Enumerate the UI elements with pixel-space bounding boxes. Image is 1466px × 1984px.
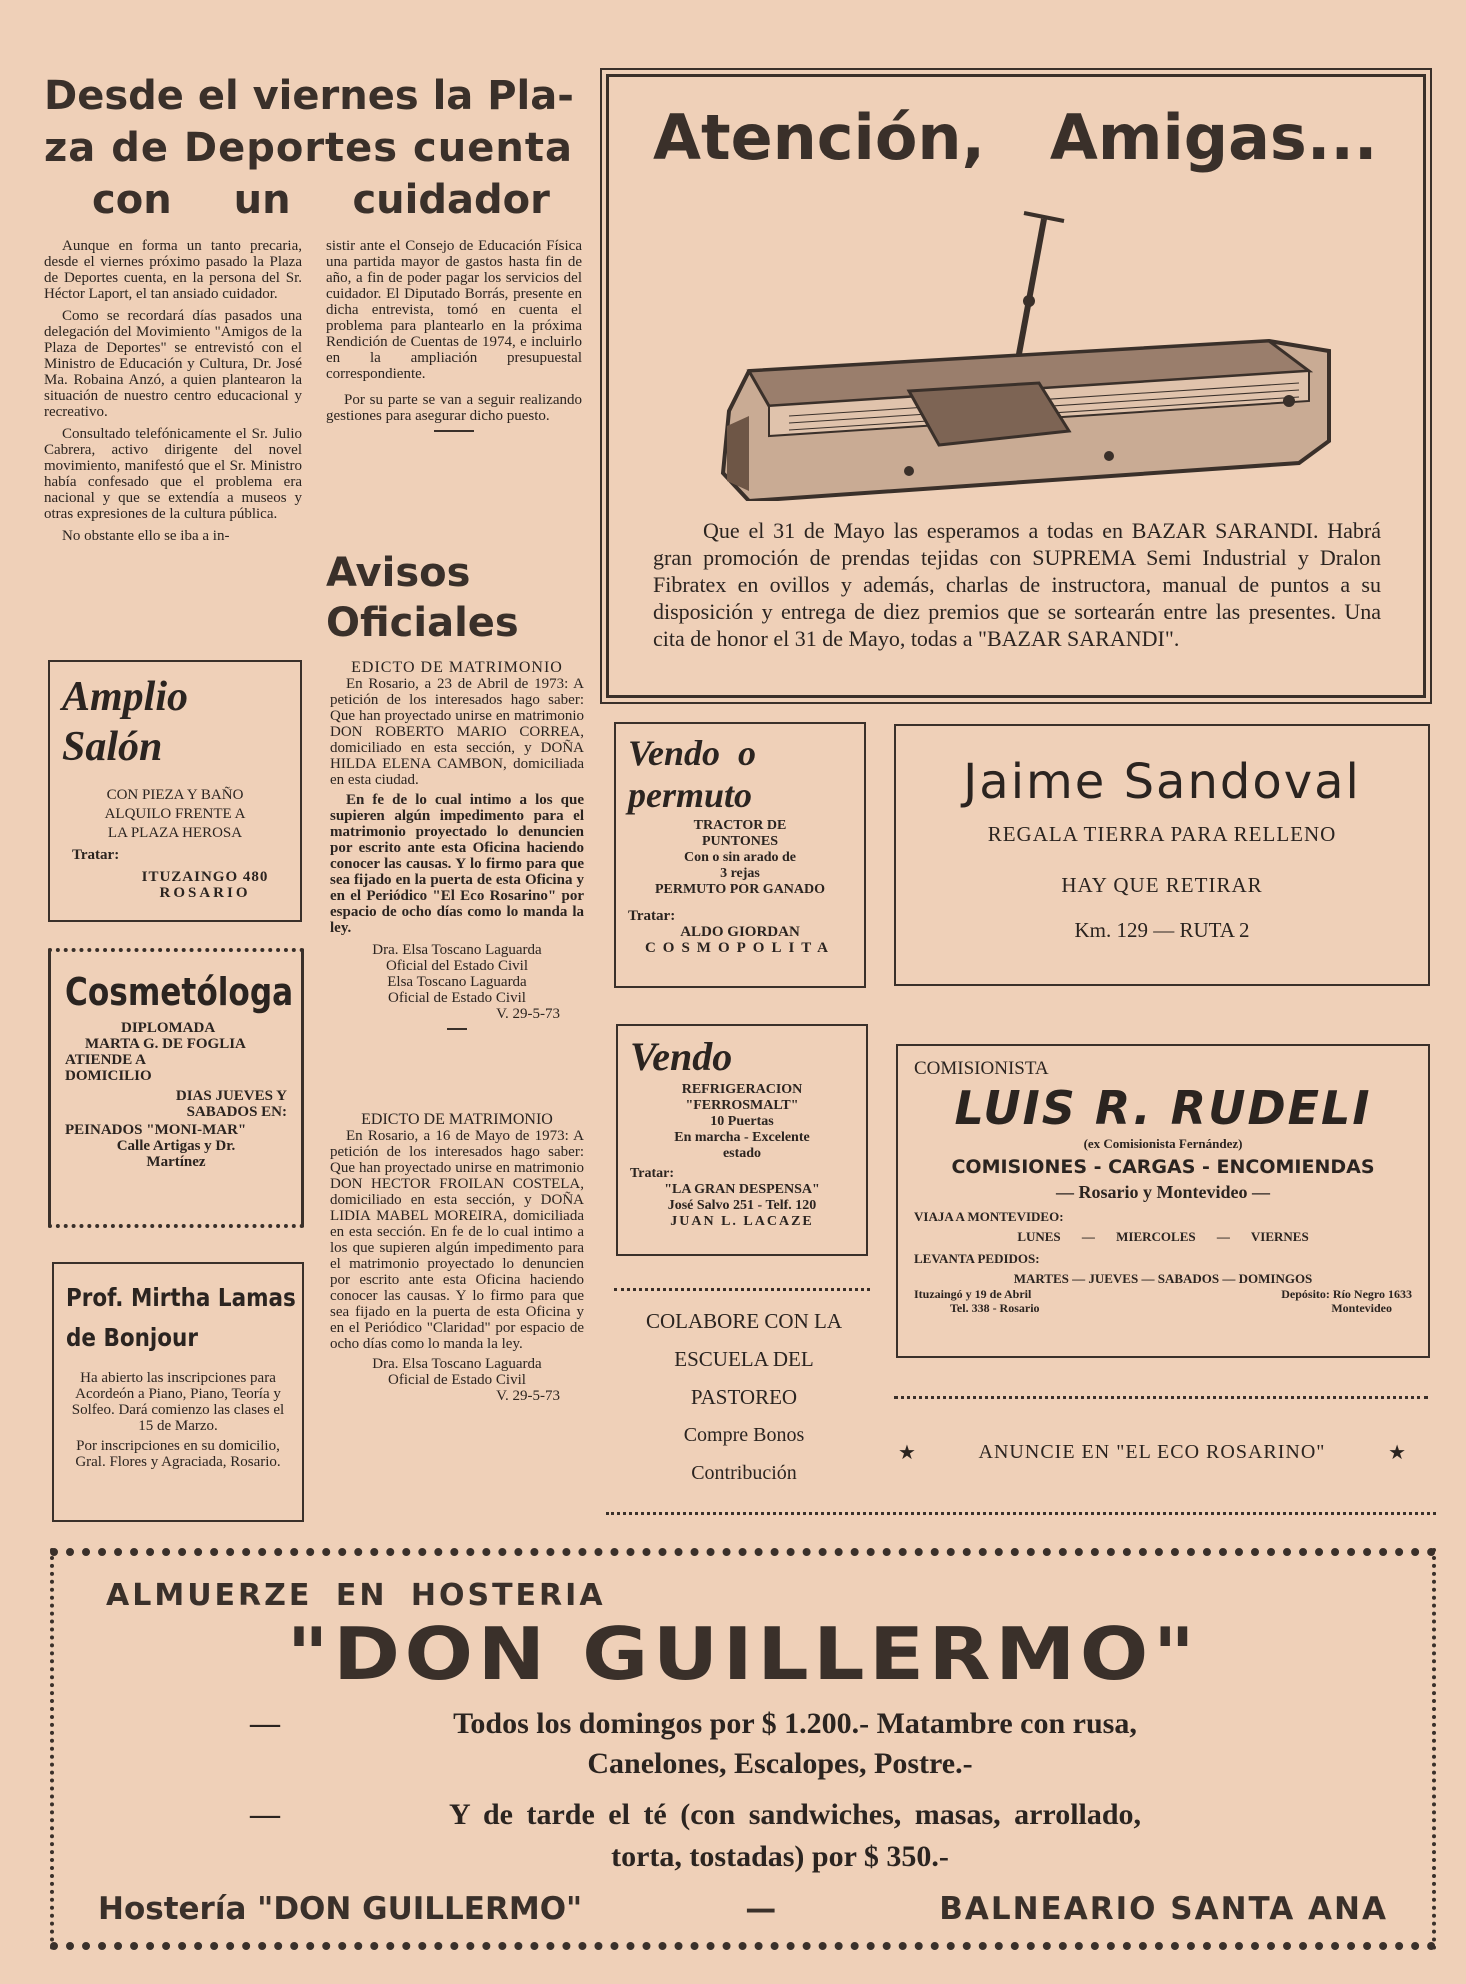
article-column-2: [326, 238, 582, 432]
edicto-heading: EDICTO DE MATRIMONIO: [361, 1111, 553, 1128]
ad-title-line: permuto: [628, 775, 753, 815]
avisos-title-line: Oficiales: [326, 600, 519, 646]
ad-luis-rudeli: [896, 1044, 1430, 1358]
ad-line: Y de tarde el té (con sandwiches, masas, arrollado,: [448, 1798, 1142, 1831]
ad-salon-name: PEINADOS "MONI-MAR": [65, 1122, 247, 1138]
ad-line: DIPLOMADA: [121, 1020, 216, 1036]
ad-title: [66, 1278, 296, 1358]
ad-line: LEVANTA PEDIDOS:: [914, 1251, 1040, 1266]
ad-line: Contribución: [691, 1462, 797, 1484]
ad-line: Con o sin arado de: [683, 850, 797, 865]
ad-line: Todos los domingos por $ 1.200.- Matambre con rusa,: [453, 1707, 1137, 1740]
ad-line: PASTOREO: [690, 1385, 798, 1409]
ad-title: Cosmetóloga: [65, 970, 294, 1014]
ad-title: Atención, Amigas...: [653, 101, 1378, 174]
ad-lines: [628, 818, 852, 898]
ad-label: COMISIONISTA: [914, 1058, 1049, 1079]
avisos-title-line: Avisos: [326, 550, 471, 596]
ad-line: Martínez: [146, 1154, 206, 1170]
edicto-signature: [330, 1356, 584, 1388]
ad-line: LA PLAZA HEROSA: [107, 825, 243, 841]
ad-line: DIAS JUEVES Y: [175, 1088, 287, 1104]
ad-line: Depósito: Río Negro 1633: [1281, 1287, 1412, 1301]
ad-tratar: Tratar:: [628, 908, 676, 924]
ad-text: Ha abierto las inscripciones para Acordeón a Piano, Piano, Teoría y Solfeo. Dará comienzo las clases el 15 de Marzo.: [71, 1370, 285, 1434]
ad-line: HAY QUE RETIRAR: [1061, 873, 1263, 897]
signature-line: Dra. Elsa Toscano Laguarda: [372, 1356, 542, 1372]
ad-amplio-salon: [48, 660, 302, 922]
ad-days: [65, 1088, 287, 1120]
article-paragraph: sistir ante el Consejo de Educación Física una partida mayor de gastos hasta fin de año, a fin de poder pagar los servicios del cuidador. El Diputado Borrás, presente en dicha entrevista, tomó en cuenta el problema para plantearlo en la próxima Rendición de Cuentas de 1974, e incluirlo en la ampliación presupuestal correspondiente.: [326, 238, 582, 382]
ad-line: SABADOS EN:: [186, 1104, 287, 1120]
ad-address-left: [914, 1287, 1040, 1315]
ad-vendo: [616, 1024, 868, 1256]
ad-title: [62, 672, 288, 772]
ad-prof-mirtha: [52, 1262, 304, 1522]
star-icon: ★: [898, 1442, 916, 1464]
ad-line: Montevideo: [1331, 1301, 1392, 1315]
ad-line: Calle Artigas y Dr.: [116, 1138, 236, 1154]
ad-line: ATIENDE A: [65, 1052, 146, 1068]
ad-line: 10 Puertas: [710, 1114, 774, 1129]
ad-address: [65, 1138, 287, 1170]
ad-hosteria: [50, 1548, 1436, 1950]
ad-line: PERMUTO POR GANADO: [654, 882, 826, 897]
ad-text: Que el 31 de Mayo las esperamos a todas en BAZAR SARANDI. Habrá gran promoción de prendas tejidas con SUPREMA Semi Industrial y Dralon Fibratex en ovillos y además, charlas de instructora, manual de puntos a su disposición y entrega de diez premios que se sortearán entre las presentes. Una cita de honor el 31 de Mayo, todas a "BAZAR SARANDI".: [653, 518, 1381, 651]
avisos-title: [326, 548, 582, 648]
ad-title: Vendo: [630, 1034, 733, 1079]
ad-line: LUNES — MIERCOLES — VIERNES: [1017, 1229, 1309, 1244]
ad-address-right: [1281, 1287, 1412, 1315]
dash: —: [745, 1891, 777, 1927]
ad-line: VIAJA A MONTEVIDEO:: [914, 1209, 1064, 1224]
article-paragraph: No obstante ello se iba a in-: [62, 528, 230, 544]
ad-line: MARTA G. DE FOGLIA: [85, 1036, 246, 1052]
article-column-1: [44, 238, 302, 544]
ad-title-line: de Bonjour: [66, 1323, 198, 1352]
ad-title: "DON GUILLERMO": [286, 1612, 1200, 1696]
ad-line: ROSARIO: [159, 885, 251, 901]
ad-vendo-permuto: [614, 722, 866, 988]
ad-addresses: [914, 1287, 1412, 1315]
ad-tratar: Tratar:: [630, 1166, 675, 1181]
edicto-ref: V. 29-5-73: [496, 1006, 560, 1022]
edicto-2: [330, 1112, 584, 1404]
divider: [614, 1288, 870, 1291]
ad-line: Ituzaingó y 19 de Abril: [914, 1287, 1032, 1301]
ad-line: Tel. 338 - Rosario: [950, 1301, 1040, 1315]
ad-lines: [630, 1082, 854, 1162]
article-paragraph: Consultado telefónicamente el Sr. Julio Cabrera, activo dirigente del novel movimiento, manifestó que el Sr. Ministro había confesado que el problema era nacional y que se extendía a museos y otras expresiones de la cultura pública.: [44, 426, 302, 522]
ad-line: MARTES — JUEVES — SABADOS — DOMINGOS: [1013, 1271, 1313, 1286]
signature-line: Oficial de Estado Civil: [388, 990, 526, 1006]
ad-line: REGALA TIERRA PARA RELLENO: [987, 822, 1337, 846]
signature-line: Oficial de Estado Civil: [388, 1372, 526, 1388]
ad-line: ITUZAINGO 480: [141, 869, 269, 885]
article-title: [30, 70, 585, 226]
ad-line: TRACTOR DE: [693, 818, 787, 833]
ad-line: COLABORE CON LA: [645, 1309, 842, 1333]
ad-line: Km. 129 — RUTA 2: [1074, 918, 1250, 942]
ad-line: REFRIGERACION: [681, 1082, 803, 1097]
ad-line: "FERROSMALT": [685, 1098, 799, 1113]
edicto-text: En Rosario, a 23 de Abril de 1973: A petición de los interesados hago saber: Que han proyectado unirse en matrimonio DON ROBERTO MARIO CORREA, domiciliado en esta sección, y DOÑA HILDA ELENA CAMBON, domiciliada en esta ciudad.: [330, 676, 584, 788]
ad-line: JUAN L. LACAZE: [670, 1214, 814, 1229]
article-paragraph: Aunque en forma un tanto precaria, desde el viernes próximo pasado la Plaza de Deportes cuenta, en la persona del Sr. Héctor Laport, el tan ansiado cuidador.: [44, 238, 302, 302]
ad-line: CON PIEZA Y BAÑO: [106, 787, 244, 803]
article-title-line: con un cuidador: [92, 177, 550, 223]
ad-line: En marcha - Excelente: [674, 1130, 810, 1145]
ad-services: COMISIONES - CARGAS - ENCOMIENDAS: [951, 1156, 1375, 1178]
ad-lines: [65, 1020, 287, 1084]
ad-line: Compre Bonos: [683, 1424, 805, 1446]
ad-title-line: Amplio: [62, 674, 189, 720]
signature-line: Oficial del Estado Civil: [385, 958, 529, 974]
ad-title-line: Vendo o: [628, 733, 757, 773]
ad-title-line: Salón: [62, 724, 163, 770]
ad-contact-name: ALDO GIORDAN: [680, 924, 800, 940]
ad-text: Por inscripciones en su domicilio, Gral. Flores y Agraciada, Rosario.: [75, 1438, 281, 1470]
ad-title-line: Prof. Mirtha Lamas: [66, 1283, 296, 1312]
ad-line: estado: [722, 1146, 762, 1161]
ad-line: Hostería "DON GUILLERMO": [98, 1891, 583, 1927]
ad-line: (ex Comisionista Fernández): [1083, 1136, 1243, 1151]
edicto-1: [330, 660, 584, 1030]
ad-anuncie: [898, 1440, 1406, 1465]
star-icon: ★: [1388, 1442, 1406, 1464]
ad-lines: [62, 786, 288, 843]
ad-tratar: Tratar:: [72, 847, 120, 863]
ad-cosmetologa: [48, 948, 304, 1228]
ad-line: Canelones, Escalopes, Postre.-: [587, 1747, 973, 1780]
ad-title: LUIS R. RUDELI: [954, 1081, 1372, 1135]
ad-heading: ALMUERZE EN HOSTERIA: [106, 1578, 606, 1613]
edicto-ref: V. 29-5-73: [496, 1388, 560, 1404]
edicto-signature: [330, 942, 584, 1006]
ad-menu-2: [250, 1794, 1310, 1878]
ad-line: "LA GRAN DESPENSA": [664, 1182, 820, 1197]
ad-line: ANUNCIE EN "EL ECO ROSARINO": [978, 1441, 1326, 1463]
divider: [606, 1512, 1436, 1515]
ad-jaime-sandoval: [894, 724, 1430, 986]
article-paragraph: Como se recordará días pasados una delegación del Movimiento "Amigos de la Plaza de Deportes" se entrevistó con el Ministro de Educación y Cultura, Dr. José Ma. Robaina Anzó, a quien plantearon la situación de nuestro centro educacional y recreativo.: [44, 308, 302, 420]
ad-line: José Salvo 251 - Telf. 120: [667, 1198, 817, 1213]
ad-line: 3 rejas: [720, 866, 760, 881]
divider: [447, 1028, 467, 1030]
article-paragraph: Por su parte se van a seguir realizando gestiones para asegurar dicho puesto.: [326, 392, 582, 424]
ad-footer: [98, 1891, 1388, 1927]
ad-line: ALQUILO FRENTE A: [104, 806, 246, 822]
signature-line: Dra. Elsa Toscano Laguarda: [372, 942, 542, 958]
ad-contact: [630, 1182, 854, 1230]
article-title-line: Desde el viernes la Pla-: [44, 73, 574, 119]
divider: [434, 430, 474, 432]
ad-address: [122, 869, 288, 901]
divider: [894, 1396, 1428, 1399]
ad-line: DOMICILIO: [65, 1068, 152, 1084]
ad-contact-place: COSMOPOLITA: [644, 940, 836, 956]
ad-title: Jaime Sandoval: [963, 754, 1361, 810]
ad-atencion-amigas: [606, 74, 1426, 698]
ad-route: — Rosario y Montevideo —: [1056, 1182, 1270, 1202]
ad-line: BALNEARIO SANTA ANA: [939, 1891, 1388, 1927]
ad-title: [628, 732, 852, 816]
ad-colabore: [608, 1302, 880, 1492]
ad-menu-1: [250, 1704, 1310, 1784]
article-title-line: za de Deportes cuenta: [44, 125, 573, 171]
edicto-heading: EDICTO DE MATRIMONIO: [351, 659, 563, 676]
dash: —: [250, 1798, 280, 1831]
knitting-machine-illustration: [709, 201, 1349, 501]
ad-line: torta, tostadas) por $ 350.-: [611, 1840, 949, 1873]
dash: —: [250, 1707, 280, 1740]
ad-line: PUNTONES: [702, 834, 778, 849]
edicto-text-bold: En fe de lo cual intimo a los que supieren algún impedimento para el matrimonio proyectado lo denuncien por escrito ante esta Oficina haciendo conocer las causas. Y lo firmo para que sea fijado en la puerta de esta Oficina y en el Periódico "El Eco Rosarino" por espacio de ocho días como lo manda la ley.: [330, 792, 584, 936]
signature-line: Elsa Toscano Laguarda: [387, 974, 527, 990]
ad-line: ESCUELA DEL: [674, 1347, 814, 1371]
edicto-text: En Rosario, a 16 de Mayo de 1973: A petición de los interesados hago saber: Que han proyectado unirse en matrimonio DON HECTOR FROILAN COSTELA, domiciliado en esta sección, y DOÑA LIDIA MABEL MOREIRA, domiciliada en esta sección. En fe de lo cual intimo a los que supieren algún impedimento para el matrimonio proyectado lo denuncien por escrito ante esta Oficina haciendo conocer las causas. Y lo firmo para que sea fijado en la puerta de esta Oficina y en el Periódico "Claridad" por espacio de ocho días como lo manda la ley.: [330, 1128, 584, 1352]
